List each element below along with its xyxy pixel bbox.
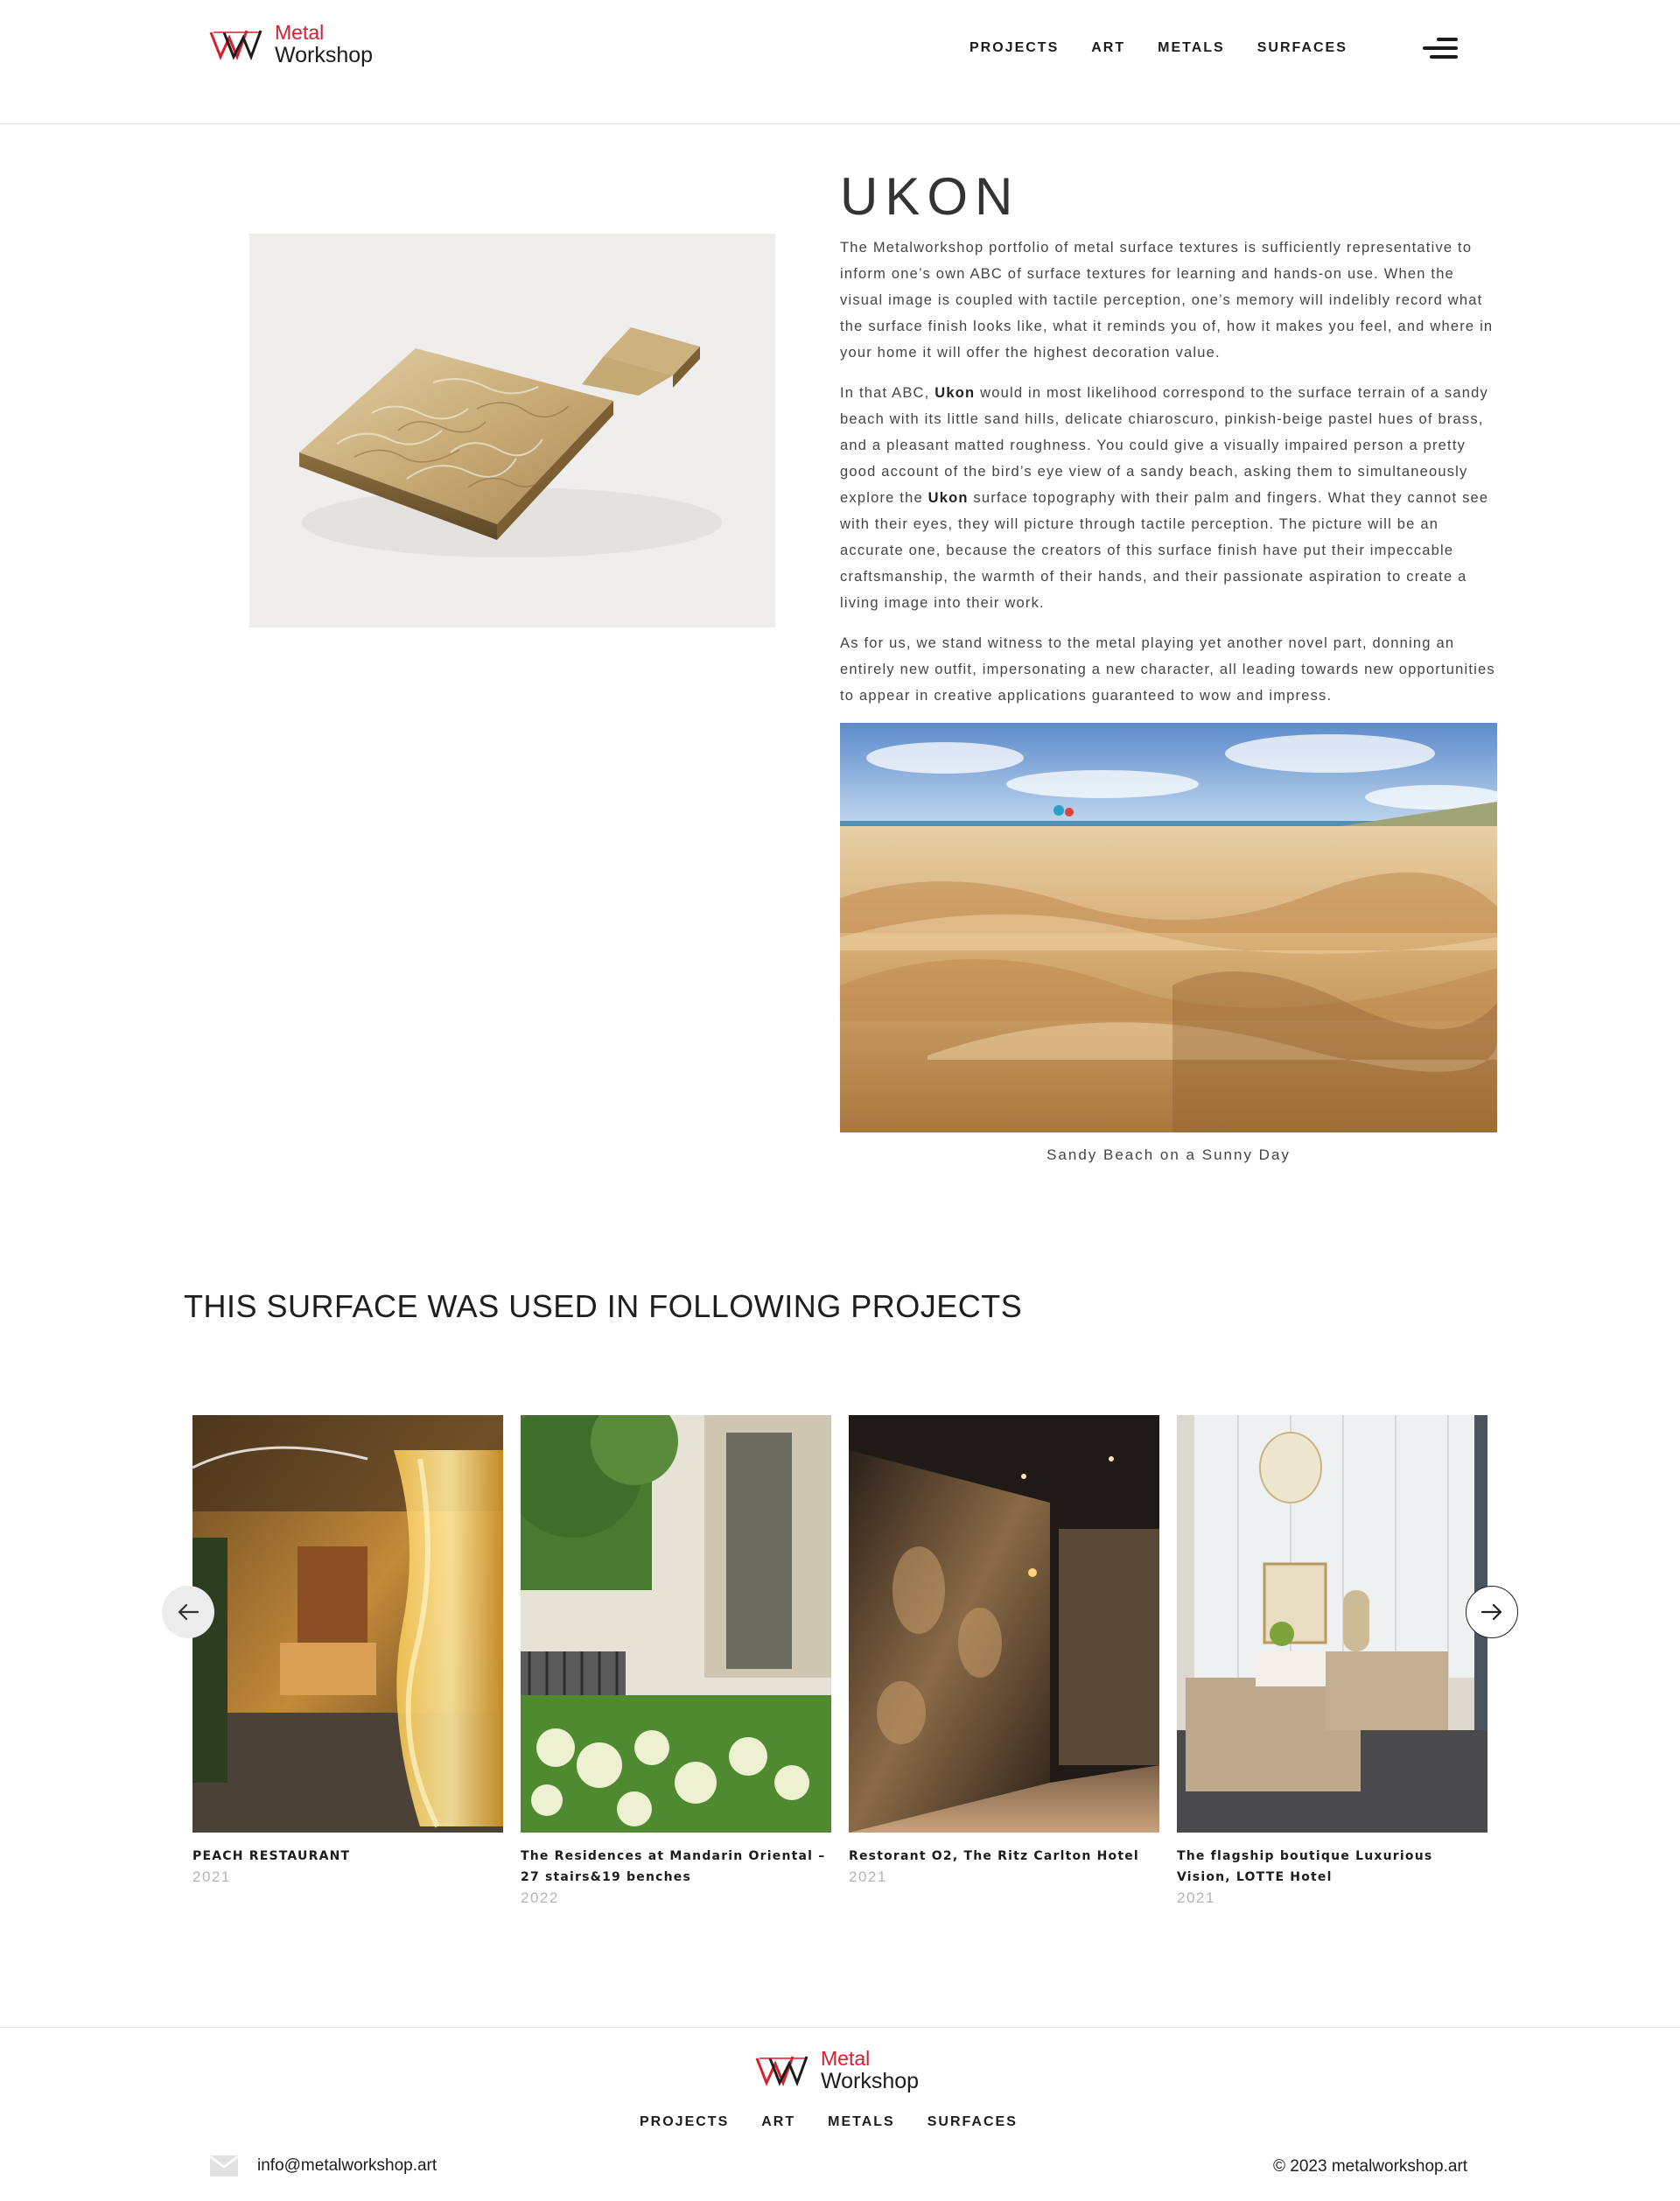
project-title[interactable]: The flagship boutique Luxurious Vision, LOTTE Hotel [1177, 1849, 1433, 1884]
project-thumb-mandarin [521, 1415, 831, 1833]
project-title[interactable]: PEACH RESTAURANT [192, 1849, 351, 1863]
arrow-left-icon[interactable] [162, 1586, 214, 1638]
paragraph-3: As for us, we stand witness to the metal playing yet another novel part, donning an entirely new outfit, impersonating a new character, all leading towards new opportunities to appear in creative applications guaranteed to wow and impress. [840, 635, 1495, 704]
nav-art[interactable]: ART [1091, 40, 1126, 55]
project-year: 2021 [1177, 1889, 1215, 1906]
project-card[interactable] [521, 1415, 831, 1907]
logo-line-workshop: Workshop [821, 2069, 920, 2093]
email-link[interactable] [210, 2155, 437, 2176]
paragraph-1: The Metalworkshop portfolio of metal surface textures is sufficiently representative to inform one’s own ABC of surface textures for learning and hands-on use. When the visual image is coupled with tactile perception, one’s memory will indelibly record what the surface finish looks like, what it reminds you of, how it makes you feel, and where in your home it will offer the highest decoration value. [840, 240, 1494, 361]
sandy-beach-photo [840, 723, 1497, 1132]
project-title[interactable]: The Residences at Mandarin Oriental – 27 stairs&19 benches [521, 1849, 826, 1884]
projects-heading: THIS SURFACE WAS USED IN FOLLOWING PROJECTS [184, 1288, 1023, 1324]
logo-wordmark [821, 2049, 919, 2092]
page-title: UKON [840, 167, 1020, 226]
paragraph-2: In that ABC, Ukon would in most likelihood correspond to the surface terrain of a sandy beach with its little sand hills, delicate chiaroscuro, pinkish-beige pastel hues of brass, and a pleasant matted roughness. You could give a visually impaired person a pretty good account of the bird’s eye view of a sandy beach, asking them to simultaneously explore the Ukon surface topography with their palm and fingers. What they cannot see with their eyes, they will picture through tactile perception. The picture will be an accurate one, because the creators of this surface finish have put their impeccable craftsmanship, the warmth of their hands, and their passionate aspiration to create a living image into their work. [840, 385, 1489, 611]
site-footer [0, 2027, 1680, 2201]
project-title[interactable]: Restorant O2, The Ritz Carlton Hotel [849, 1849, 1139, 1863]
logo-line-metal: Metal [821, 2047, 871, 2070]
logo-line-workshop: Workshop [275, 43, 374, 67]
project-thumb-ritz [849, 1415, 1159, 1833]
footer-nav [640, 2114, 1018, 2130]
logo-icon [208, 25, 264, 64]
nav-metals[interactable]: METALS [1158, 40, 1225, 55]
project-year: 2021 [192, 1868, 231, 1885]
projects-carousel [192, 1415, 1488, 1905]
mail-icon [210, 2155, 238, 2176]
project-card[interactable] [1177, 1415, 1488, 1907]
footer-nav-metals[interactable]: METALS [828, 2114, 895, 2129]
main-nav [970, 40, 1348, 56]
email-address: info@metalworkshop.art [257, 2156, 438, 2175]
hamburger-icon[interactable] [1419, 35, 1458, 61]
project-year: 2021 [849, 1868, 887, 1885]
photo-caption: Sandy Beach on a Sunny Day [1046, 1146, 1291, 1163]
arrow-right-icon[interactable] [1466, 1586, 1518, 1638]
copyright-text: © 2023 metalworkshop.art [1273, 2157, 1468, 2176]
footer-nav-art[interactable]: ART [761, 2114, 796, 2129]
article-body [840, 235, 1497, 723]
logo-line-metal: Metal [275, 21, 325, 44]
header-logo[interactable] [208, 23, 373, 67]
project-card[interactable] [192, 1415, 503, 1886]
logo-icon [754, 2051, 810, 2090]
project-thumb-peach [192, 1415, 503, 1833]
project-card[interactable] [849, 1415, 1159, 1886]
logo-wordmark [275, 23, 373, 67]
nav-surfaces[interactable]: SURFACES [1256, 40, 1348, 55]
project-year: 2022 [521, 1889, 559, 1906]
site-header [0, 0, 1680, 124]
footer-nav-surfaces[interactable]: SURFACES [927, 2114, 1018, 2129]
ukon-plate-photo [249, 234, 775, 627]
project-thumb-lotte [1177, 1415, 1488, 1833]
footer-nav-projects[interactable]: PROJECTS [640, 2114, 730, 2129]
nav-projects[interactable]: PROJECTS [970, 40, 1060, 55]
footer-logo[interactable] [754, 2049, 919, 2092]
